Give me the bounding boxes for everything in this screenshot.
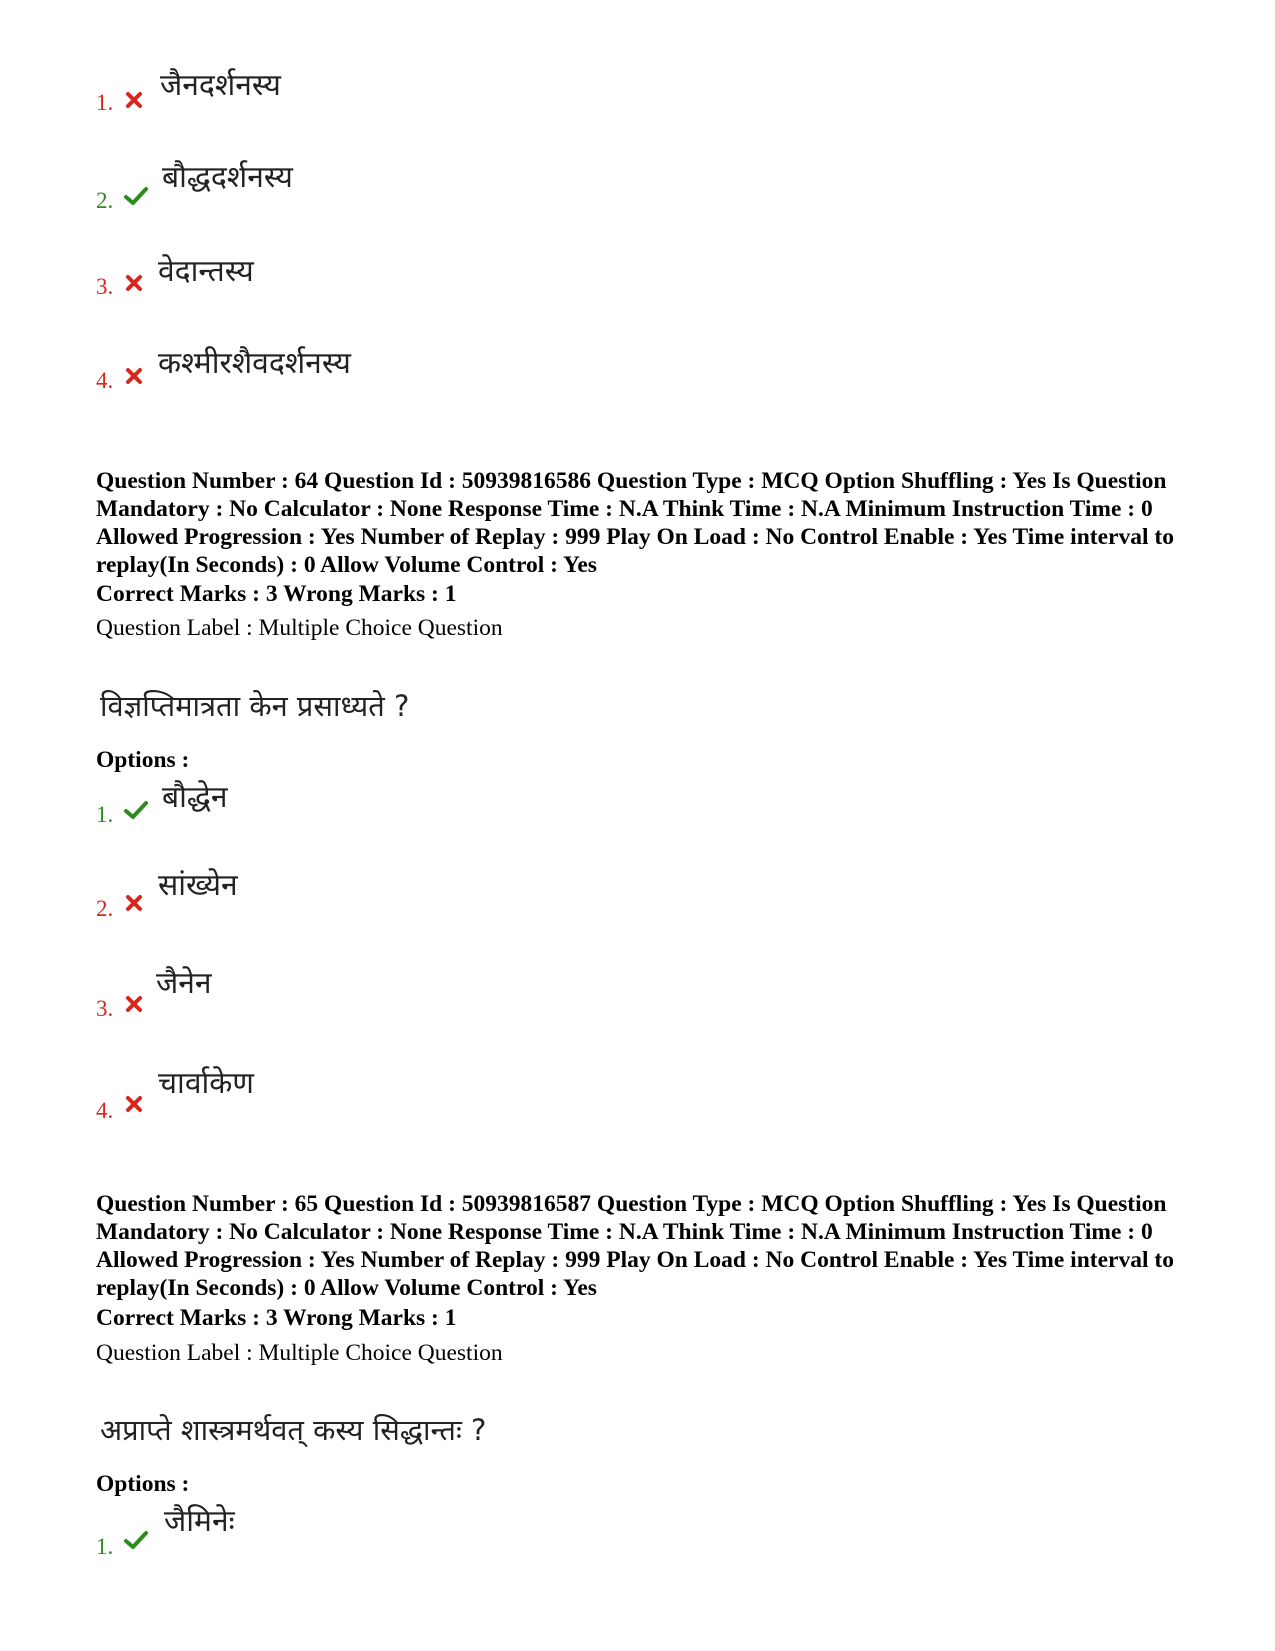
- option-text: कश्मीरशैवदर्शनस्य: [158, 346, 351, 381]
- cross-icon: [124, 1094, 144, 1114]
- check-icon: [124, 800, 148, 820]
- cross-icon: [124, 366, 144, 386]
- question-text: विज्ञप्तिमात्रता केन प्रसाध्यते ?: [100, 689, 410, 723]
- option-number: 3.: [96, 274, 114, 299]
- options-heading: Options :: [96, 747, 190, 773]
- option-item: [96, 868, 696, 928]
- option-item: [96, 1066, 696, 1126]
- option-text: जैनेन: [156, 966, 212, 1001]
- question-meta: Question Number : 65 Question Id : 50939816587 Question Type : MCQ Option Shuffling : Yes Is Question Mandatory : No Calculator : None Response Time : N.A Think Time : N.A Minimum Instruction Time : 0 Allowed Progression : Yes Number of Replay : 999 Play On Load : No Control Enable : Yes Time interval to replay(In Seconds) : 0 Allow Volume Control : Yes: [96, 1191, 1174, 1301]
- option-number: 1.: [96, 1534, 114, 1559]
- cross-icon: [124, 893, 144, 913]
- option-number: 2.: [96, 188, 114, 213]
- option-number: 2.: [96, 896, 114, 921]
- option-item: [96, 346, 696, 406]
- option-item: [96, 68, 696, 128]
- option-number: 4.: [96, 368, 114, 393]
- option-number: 1.: [96, 90, 114, 115]
- check-icon: [124, 1530, 148, 1550]
- question-marks: Correct Marks : 3 Wrong Marks : 1: [96, 1305, 457, 1331]
- option-item: [96, 966, 696, 1026]
- option-item: [96, 1504, 696, 1564]
- question-label: Question Label : Multiple Choice Question: [96, 615, 503, 641]
- option-text: बौद्धदर्शनस्य: [162, 160, 293, 195]
- option-text: बौद्धेन: [162, 780, 228, 815]
- cross-icon: [124, 273, 144, 293]
- option-item: [96, 780, 696, 840]
- cross-icon: [124, 90, 144, 110]
- check-icon: [124, 186, 148, 206]
- option-text: जैमिनेः: [164, 1504, 235, 1539]
- option-text: सांख्येन: [158, 868, 238, 903]
- option-number: 4.: [96, 1098, 114, 1123]
- question-text: अप्राप्ते शास्त्रमर्थवत् कस्य सिद्धान्तः ?: [100, 1413, 487, 1447]
- question-label: Question Label : Multiple Choice Question: [96, 1340, 503, 1366]
- option-text: जैनदर्शनस्य: [160, 68, 281, 103]
- options-heading: Options :: [96, 1471, 190, 1497]
- option-number: 1.: [96, 802, 114, 827]
- question-marks: Correct Marks : 3 Wrong Marks : 1: [96, 581, 457, 607]
- option-text: वेदान्तस्य: [158, 254, 254, 289]
- option-number: 3.: [96, 996, 114, 1021]
- question-meta: Question Number : 64 Question Id : 50939816586 Question Type : MCQ Option Shuffling : Yes Is Question Mandatory : No Calculator : None Response Time : N.A Think Time : N.A Minimum Instruction Time : 0 Allowed Progression : Yes Number of Replay : 999 Play On Load : No Control Enable : Yes Time interval to replay(In Seconds) : 0 Allow Volume Control : Yes: [96, 468, 1174, 578]
- option-item: [96, 160, 696, 220]
- option-item: [96, 254, 696, 314]
- option-text: चार्वाकेण: [158, 1066, 254, 1101]
- cross-icon: [124, 994, 144, 1014]
